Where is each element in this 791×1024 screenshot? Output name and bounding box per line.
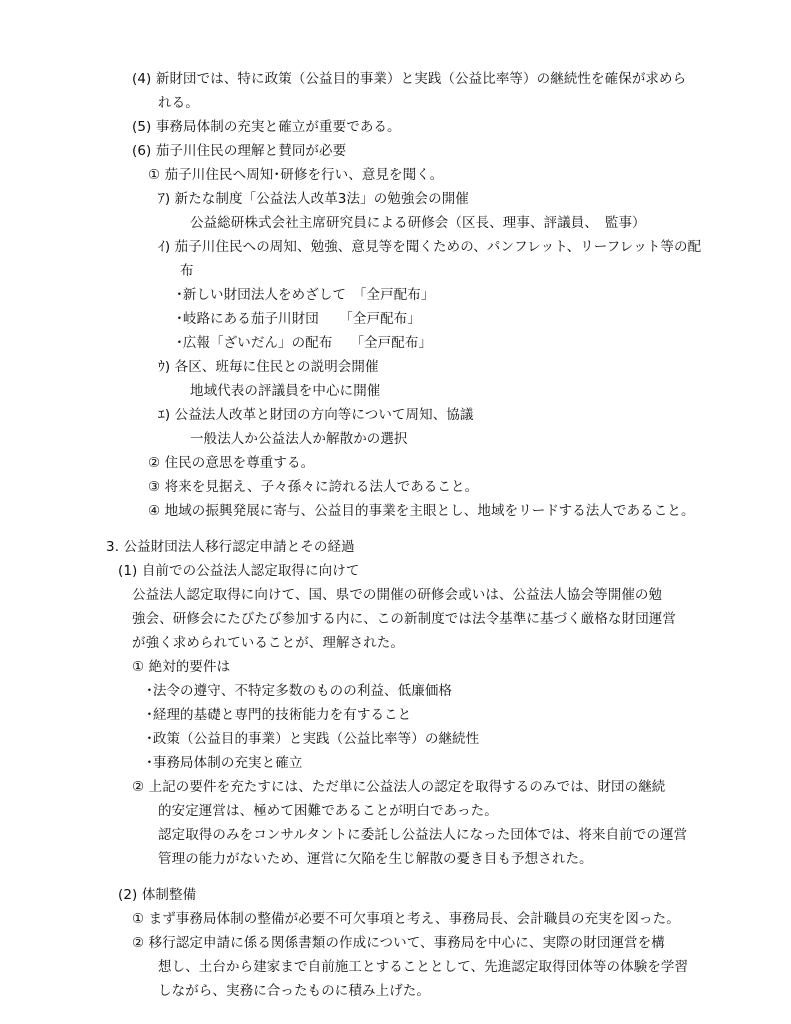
section-3-1-para-line-3: が強く求められていることが、理解された。 (132, 635, 404, 651)
item-5: (5) 事務局体制の充実と確立が重要である。 (132, 119, 401, 135)
section-3-2-item-1: ① まず事務局体制の整備が必要不可欠事項と考え、事務局長、会計職員の充実を図った。 (132, 911, 680, 927)
section-3-1-item-2-line-4: 管理の能力がないため、運営に欠陥を生じ解散の憂き目も予想された。 (158, 851, 593, 867)
bullet-new-foundation: ･新しい財団法人をめざして 「全戸配布」 (176, 287, 435, 303)
item-6-sub-3: ③ 将来を見据え、子々孫々に誇れる法人であること。 (148, 479, 479, 495)
section-3-2-item-2-line-3: しながら、実務に合ったものに積み上げた。 (158, 983, 430, 999)
bullet-accounting-basis: ･経理的基礎と専門的技術能力を有すること (146, 707, 412, 723)
item-6-sub-1-d: ｴ) 公益法人改革と財団の方向等について周知、協議 (158, 407, 474, 423)
item-6-sub-1-a: ｱ) 新たな制度「公益法人改革3法」の勉強会の開催 (158, 191, 469, 207)
section-3-1-heading: (1) 自前での公益法人認定取得に向けて (118, 563, 360, 579)
section-3-1-item-2-line-2: 的安定運営は、極めて困難であることが明白であった。 (158, 803, 498, 819)
item-6-sub-1-c: ｳ) 各区、班毎に住民との説明会開催 (158, 359, 379, 375)
item-6-sub-2: ② 住民の意思を尊重する。 (148, 455, 315, 471)
item-6: (6) 茄子川住民の理解と賛同が必要 (132, 143, 347, 159)
bullet-law-compliance: ･法令の遵守、不特定多数のものの利益、低廉価格 (146, 683, 453, 699)
item-6-sub-4: ④ 地域の振興発展に寄与、公益目的事業を主眼とし、地域をリードする法人であること。 (148, 503, 695, 519)
item-6-sub-1-c-detail: 地域代表の評議員を中心に開催 (190, 383, 381, 399)
item-4-line-1: (4) 新財団では、特に政策（公益目的事業）と実践（公益比率等）の継続性を確保が求めら (132, 71, 687, 87)
section-3-1-para-line-2: 強会、研修会にたびたび参加する内に、この新制度では法令基準に基づく厳格な財団運営 (132, 611, 676, 627)
section-3-2-heading: (2) 体制整備 (118, 887, 197, 903)
bullet-policy-continuity: ･政策（公益目的事業）と実践（公益比率等）の継続性 (146, 731, 480, 747)
bullet-newsletter: ･広報「ざいだん」の配布 「全戸配布」 (176, 335, 433, 351)
section-3-2-item-2-line-2: 想し、土台から建家まで自前施工とすることとして、先進認定取得団体等の体験を学習 (158, 959, 689, 975)
item-6-sub-1: ① 茄子川住民へ周知･研修を行い、意見を聞く。 (148, 167, 444, 183)
item-6-sub-1-b-line-2: 布 (180, 263, 194, 279)
item-6-sub-1-a-detail: 公益総研株式会社主席研究員による研修会（区長、理事、評議員、 監事） (190, 215, 646, 231)
item-4-line-2: れる。 (158, 95, 199, 111)
section-3-heading: 3. 公益財団法人移行認定申請とその経過 (106, 539, 355, 555)
section-3-1-item-2-line-1: ② 上記の要件を充たすには、ただ単に公益法人の認定を取得するのみでは、財団の継続 (132, 779, 666, 795)
section-3-2-item-2-line-1: ② 移行認定申請に係る関係書類の作成について、事務局を中心に、実際の財団運営を構 (132, 935, 665, 951)
section-3-1-item-1: ① 絶対的要件は (132, 659, 231, 675)
item-6-sub-1-d-detail: 一般法人か公益法人か解散かの選択 (190, 431, 408, 447)
section-3-1-item-2-line-3: 認定取得のみをコンサルタントに委託し公益法人になった団体では、将来自前での運営 (158, 827, 688, 843)
bullet-secretariat: ･事務局体制の充実と確立 (146, 755, 303, 771)
item-6-sub-1-b-line-1: ｲ) 茄子川住民への周知、勉強、意見等を聞くための、パンフレット、リーフレット等の配 (158, 239, 702, 255)
section-3-1-para-line-1: 公益法人認定取得に向けて、国、県での開催の研修会或いは、公益法人協会等開催の勉 (132, 587, 663, 603)
bullet-crossroads: ･岐路にある茄子川財団 「全戸配布」 (176, 311, 421, 327)
